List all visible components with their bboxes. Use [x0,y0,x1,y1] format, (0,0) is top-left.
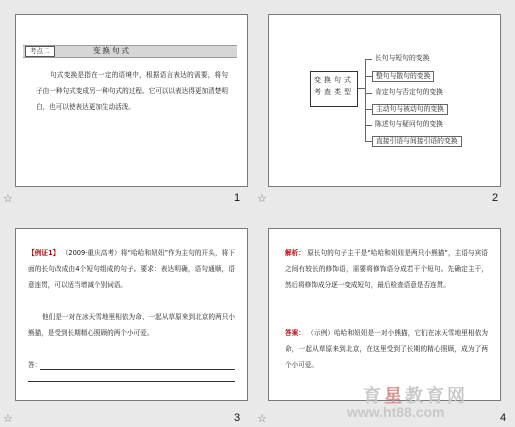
watermark-title-part-1: 育 [363,386,384,407]
topic-tag: 考点二 [25,46,55,57]
diagram-branch-6: 直接引语与间接引语的变换 [372,136,462,147]
example-label: 【例证1】 [28,249,60,257]
slide-3-passage: 他们是一对在冰天雪地里相依为命、一起从草原来到北京的两只小熊猫，是受到长期精心照顾的两个小可爱。 [28,313,235,337]
slide-4[interactable] [268,228,501,401]
page-number-1: 1 [234,192,241,204]
diagram-branch-1: 长句与短句的变换 [372,54,432,63]
watermark-title-part-2: 教育网 [405,386,468,407]
answer-text: （示例）哈哈和妞妞是一对小熊猫，它们在冰天雪地里相依为命，一起从草原来到北京，在这里受到了长期的精心照顾，成为了两个小可爱。 [285,329,488,369]
diagram-branch-4: 主动句与被动句的变换 [372,104,448,115]
answer-line-2[interactable] [28,381,235,382]
page-number-3: 3 [234,412,241,424]
connector-branch-3 [365,93,372,94]
slide-1-title: 变换句式 [93,46,131,55]
page-marker-1: ☆ [3,192,13,205]
watermark-title-accent: 星 [384,386,405,407]
connector-branch-6 [365,141,372,142]
connector-main [358,88,365,89]
answer-label: 答案： [285,329,306,337]
connector-branch-4 [365,109,372,110]
slide-3[interactable] [15,228,248,401]
example-intro: （2009·重庆高考）将“哈哈和妞妞”作为主句的开头，将下面的长句改成由4个短句组成的句子。要求：表达明确，语句通顺，语意连贯，可以适当增减个别词语。 [28,249,235,289]
slide-4-analysis [285,245,488,293]
connector-branch-2 [365,76,372,77]
page-marker-3: ☆ [3,412,13,425]
answer-line-1[interactable] [40,369,235,370]
diagram-branch-5: 陈述句与疑问句的变换 [372,120,446,129]
slide-1-body: 句式变换是指在一定的语境中，根据语言表达的需要，将句子由一种句式变成另一种句式的过程。它可以以表达得更加清楚明白，也可以使表达更加生动活泼。 [36,71,228,111]
slide-4-answer [285,325,488,373]
slide-1-title-bar [23,45,237,58]
slide-3-answer-label: 答： [28,361,42,369]
connector-branch-5 [365,125,372,126]
page-marker-2: ☆ [257,192,267,205]
watermark-url: www.ht88.com [347,404,445,420]
page-number-4: 4 [500,412,507,424]
analysis-text: 原长句的句子主干是“哈哈和妞妞是两只小熊猫”，主语与宾语之间有较长的修饰语，需要将修饰语分成若干个短句。先确定主干，然后将修饰成分逐一变成短句，最后检查语意是否连贯。 [285,249,488,289]
slide-3-question [28,245,235,293]
analysis-label: 解析： [285,249,306,257]
connector-branch-1 [365,59,372,60]
connector-vertical [365,59,366,141]
diagram-branch-2: 整句与散句的变换 [372,71,434,82]
watermark [345,382,510,424]
slide-1[interactable] [15,14,248,187]
diagram-branch-3: 肯定句与否定句的变换 [372,88,446,97]
page-marker-4: ☆ [257,412,267,425]
page-number-2: 2 [492,192,499,204]
slide-2[interactable] [268,14,501,187]
diagram-main-box: 变换句式考查类型 [310,71,358,107]
